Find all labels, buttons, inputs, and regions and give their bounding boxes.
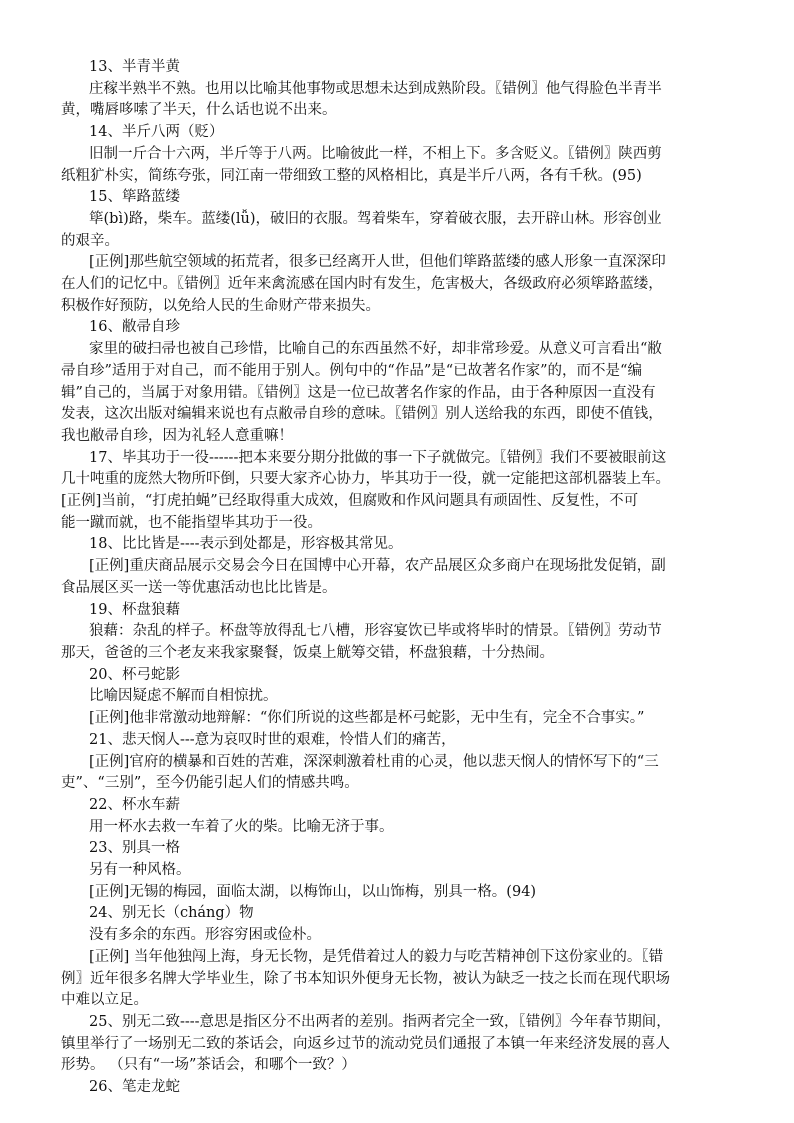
entry-line: 几十吨重的庞然大物所吓倒，只要大家齐心协力，毕其功于一役，就一定能把这部机器装上车。 [61, 471, 670, 488]
entry-heading: 15、筚路蓝缕 [89, 189, 180, 206]
entry-line: 没有多余的东西。形容穷困或俭朴。 [89, 927, 321, 944]
entry-heading: 19、杯盘狼藉 [89, 601, 180, 618]
entry-heading: 20、杯弓蛇影 [89, 666, 180, 683]
entry-line: 纸粗犷朴实，简练夸张，同江南一带细致工整的风格相比，真是半斤八两，各有千秋。(95) [61, 167, 642, 184]
entry-line: 我也敝帚自珍，因为礼轻人意重嘛！ [61, 427, 293, 444]
entry-heading: 22、杯水车薪 [89, 796, 180, 813]
entry-line: 的艰辛。 [61, 232, 119, 249]
entry-line: 旧制一斤合十六两，半斤等于八两。比喻彼此一样，不相上下。多含贬义。〖错例〗陕西剪 [89, 145, 662, 162]
entry-line: [正例] 当年他独闯上海，身无长物，是凭借着过人的毅力与吃苦精神创下这份家业的。〖错 [89, 948, 664, 965]
entry-heading: 17、毕其功于一役------把本来要分期分批做的事一下子就做完。〖错例〗我们不要被眼前这 [89, 449, 667, 466]
entry-line: 能一蹴而就，也不能指望毕其功于一役。 [61, 514, 322, 531]
entry-line: 筚(bì)路，柴车。蓝缕(lǚ)，破旧的衣服。驾着柴车，穿着破衣服，去开辟山林。形容创业 [89, 210, 662, 227]
entry-line: [正例]那些航空领域的拓荒者，很多已经离开人世，但他们筚路蓝缕的感人形象一直深深印 [89, 254, 666, 271]
entry-line: 中难以立足。 [61, 992, 148, 1009]
entry-heading: 18、比比皆是----表示到处都是，形容极其常见。 [89, 536, 403, 553]
entry-line: [正例]他非常激动地辩解：“你们所说的这些都是杯弓蛇影，无中生有，完全不合事实。” [89, 710, 645, 727]
entry-heading: 14、半斤八两（贬） [89, 124, 224, 141]
entry-line: 形势。 （只有“一场”茶话会，和哪个一致？） [61, 1057, 356, 1074]
entry-heading: 21、悲天悯人---意为哀叹时世的艰难，怜惜人们的痛苦， [89, 731, 456, 748]
entry-line: [正例]官府的横暴和百姓的苦难，深深刺激着杜甫的心灵，他以悲天悯人的情怀写下的“三 [89, 753, 659, 770]
entry-line: 那天，爸爸的三个老友来我家聚餐，饭桌上觥筹交错，杯盘狼藉，十分热闹。 [61, 644, 554, 661]
entry-line: [正例]重庆商品展示交易会今日在国博中心开幕，农产品展区众多商户在现场批发促销，副 [89, 558, 666, 575]
entry-line: 庄稼半熟半不熟。也用以比喻其他事物或思想未达到成熟阶段。〖错例〗他气得脸色半青半 [89, 80, 662, 97]
entry-line: 镇里举行了一场别无二致的茶话会，向返乡过节的流动党员们通报了本镇一年来经济发展的喜人 [61, 1035, 670, 1052]
entry-line: 狼藉：杂乱的样子。杯盘等放得乱七八槽，形容宴饮已毕或将毕时的情景。〖错例〗劳动节 [89, 623, 662, 640]
entry-line: [正例]当前，“打虎拍蝇”已经取得重大成效，但腐败和作风问题具有顽固性、反复性，不可 [61, 493, 639, 510]
entry-line: [正例]无锡的梅园，面临太湖，以梅饰山，以山饰梅，别具一格。(94) [89, 883, 537, 900]
entry-line: 食品展区买一送一等优惠活动也比比皆是。 [61, 579, 337, 596]
entry-heading: 16、敝帚自珍 [89, 319, 180, 336]
entry-line: 另有一种风格。 [89, 862, 191, 879]
entry-heading: 23、别具一格 [89, 840, 180, 857]
entry-heading: 25、别无二致----意思是指区分不出两者的差别。指两者完全一致，〖错例〗今年春节期间， [89, 1013, 671, 1030]
entry-line: 黄，嘴唇哆嗦了半天，什么话也说不出来。 [61, 102, 337, 119]
entry-heading: 13、半青半黄 [89, 59, 180, 75]
entry-line: 发表，这次出版对编辑来说也有点敝帚自珍的意味。〖错例〗别人送给我的东西，即使不值钱， [61, 406, 663, 423]
entry-heading: 24、别无长（cháng）物 [89, 905, 254, 922]
entry-line: 家里的破扫帚也被自己珍惜，比喻自己的东西虽然不好，却非常珍爱。从意义可言看出“敝 [89, 341, 662, 358]
entry-line: 在人们的记忆中。〖错例〗近年来禽流感在国内时有发生，危害极大，各级政府必须筚路蓝缕， [61, 276, 663, 293]
document-page [61, 57, 729, 1099]
entry-line: 帚自珍”适用于对自己，而不能用于别人。例句中的“作品”是“已故著名作家”的，而不是“编 [61, 362, 642, 379]
entry-heading: 26、笔走龙蛇 [89, 1079, 180, 1096]
entry-line: 例〗近年很多名牌大学毕业生，除了书本知识外便身无长物，被认为缺乏一技之长而在现代职场 [61, 970, 670, 987]
entry-line: 用一杯水去救一车着了火的柴。比喻无济于事。 [89, 818, 394, 835]
entry-line: 辑”自己的，当属于对象用错。〖错例〗这是一位已故著名作家的作品，由于各种原因一直没有 [61, 384, 656, 401]
entry-line: 吏”、“三别”，至今仍能引起人们的情感共鸣。 [61, 775, 359, 792]
entry-line: 积极作好预防，以免给人民的生命财产带来损失。 [61, 297, 380, 314]
entry-line: 比喻因疑虑不解而自相惊扰。 [89, 688, 278, 705]
